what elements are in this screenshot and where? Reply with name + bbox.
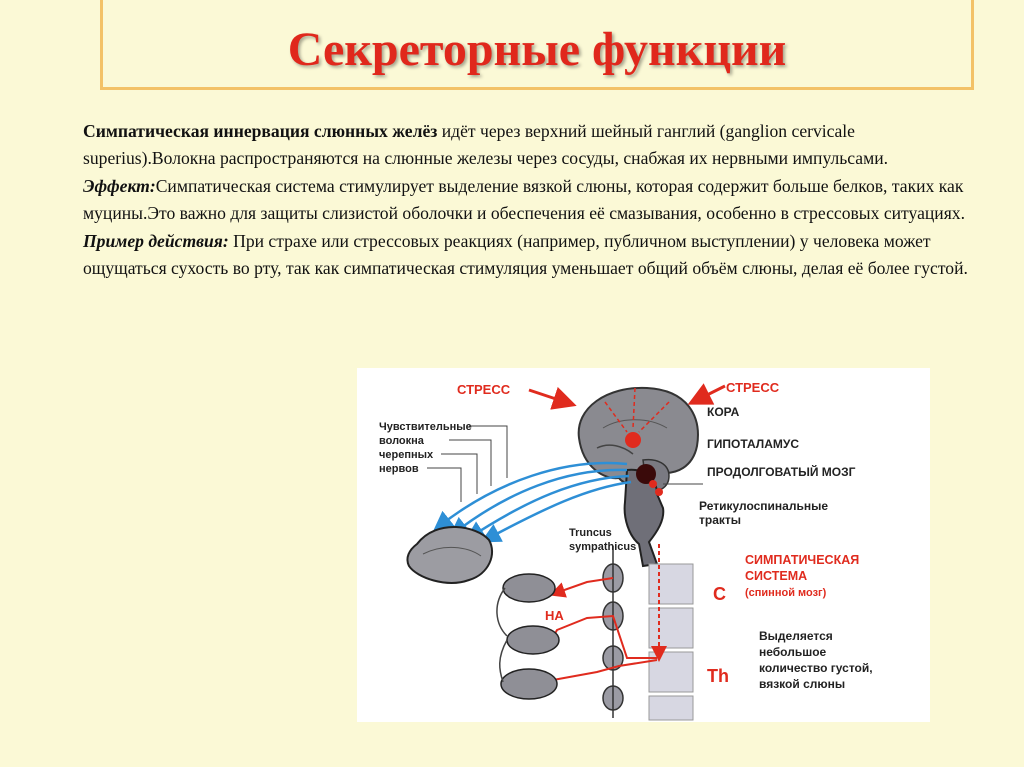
text-effect: Симпатическая система стимулирует выделение вязкой слюны, которая содержит больше белков, таких как муцины.Это важно для защиты слизистой оболочки и обеспечения её смазывания, особенно в стрессовых ситуациях. <box>83 175 965 224</box>
label-sensory-1: Чувствительные <box>379 421 472 433</box>
text-innervation: идёт через верхний шейный ганглий (ganglion cervicale superius).Волокна распространяются на слюнные железы через сосуды, снабжая их нервными импульсами. <box>83 121 889 169</box>
label-c: C <box>713 584 726 604</box>
sympathetic-efferent-path <box>547 578 657 680</box>
label-symp-2: СИСТЕМА <box>745 569 808 583</box>
label-sensory-2: волокна <box>379 435 424 447</box>
lead-example: Пример действия: <box>83 230 229 251</box>
label-cortex: КОРА <box>707 405 740 419</box>
label-reticulospinal-2: тракты <box>699 513 742 527</box>
lead-innervation: Симпатическая иннервация слюнных желёз <box>83 121 438 141</box>
label-stress-left: СТРЕСС <box>457 382 511 397</box>
label-result-4: вязкой слюны <box>759 677 846 691</box>
medulla-spot-2 <box>655 488 663 496</box>
label-symp-3: (спинной мозг) <box>745 587 827 599</box>
stress-arrow-left <box>529 390 571 404</box>
text-example: При страхе или стрессовых реакциях (например, публичном выступлении) у человека может ощущаться сухость во рту, так как симпатическая стимуляция уменьшает общий объём слюны, делая её более густой. <box>83 230 968 279</box>
spinal-cord <box>649 564 693 720</box>
diagram-svg <box>357 368 930 722</box>
label-stress-right: СТРЕСС <box>726 380 780 395</box>
label-hypothalamus: ГИПОТАЛАМУС <box>707 437 799 451</box>
label-result-1: Выделяется <box>759 629 833 643</box>
label-symp-1: СИМПАТИЧЕСКАЯ <box>745 553 860 567</box>
body-text <box>83 118 983 282</box>
lead-effect: Эффект: <box>83 175 156 196</box>
salivary-glands <box>497 574 559 699</box>
label-result-3: количество густой, <box>759 661 873 675</box>
medulla-spot <box>649 480 657 488</box>
label-sensory-4: нервов <box>379 463 419 475</box>
label-medulla: ПРОДОЛГОВАТЫЙ МОЗГ <box>707 465 856 479</box>
paragraph-effect <box>83 173 983 228</box>
stress-arrow-right <box>693 386 725 402</box>
slide-title: Секреторные функции <box>287 23 787 76</box>
label-na: НА <box>545 608 564 623</box>
label-th: Th <box>707 666 729 686</box>
label-reticulospinal-1: Ретикулоспинальные <box>699 499 829 513</box>
diagram-figure <box>357 368 930 722</box>
paragraph-example <box>83 228 983 283</box>
label-sensory-3: черепных <box>379 449 434 461</box>
paragraph-sympathetic-innervation <box>83 118 983 173</box>
label-truncus-2: sympathicus <box>569 541 637 553</box>
label-truncus-1: Truncus <box>569 527 612 539</box>
label-result-2: небольшое <box>759 645 827 659</box>
hypothalamus-marker <box>625 432 641 448</box>
